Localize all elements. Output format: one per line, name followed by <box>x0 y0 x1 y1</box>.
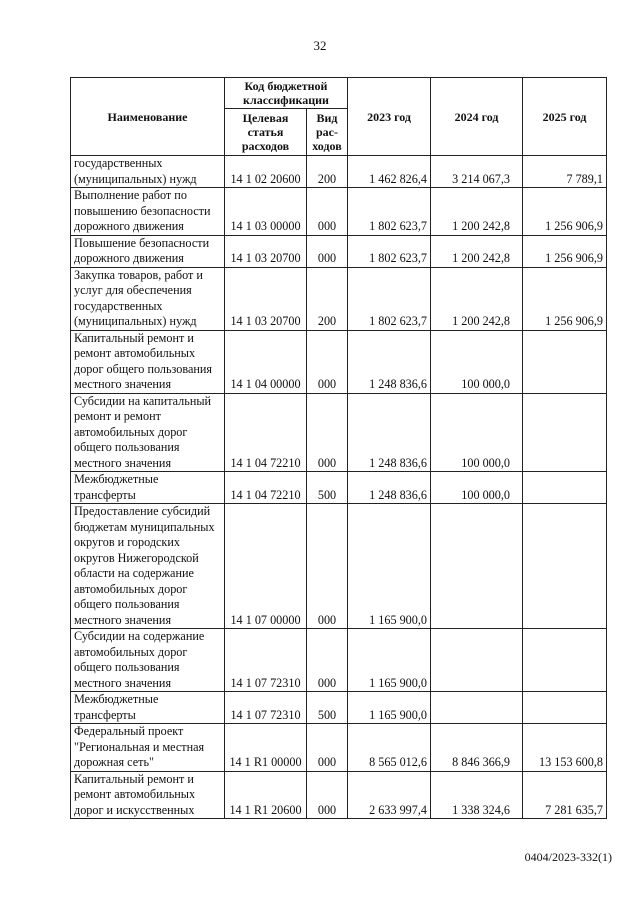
table-row <box>71 692 607 724</box>
table-row <box>71 504 607 629</box>
row-value-2023: 1 802 623,7 <box>348 235 431 267</box>
row-target-code: 14 1 02 20600 <box>225 156 307 188</box>
row-expense-kind: 500 <box>307 472 348 504</box>
row-target-code: 14 1 07 72310 <box>225 692 307 724</box>
row-value-2025 <box>523 472 607 504</box>
row-value-2025: 1 256 906,9 <box>523 235 607 267</box>
page-number: 32 <box>313 38 327 53</box>
row-target-code: 14 1 04 72210 <box>225 472 307 504</box>
row-target-code: 14 1 R1 00000 <box>225 724 307 772</box>
row-value-2023: 1 248 836,6 <box>348 393 431 472</box>
row-value-2023: 1 165 900,0 <box>348 692 431 724</box>
row-value-2024: 1 200 242,8 <box>431 235 523 267</box>
row-target-code: 14 1 R1 20600 <box>225 771 307 819</box>
row-expense-kind: 000 <box>307 235 348 267</box>
row-name: Капитальный ремонт и ремонт автомобильных дорог и искусственных <box>71 771 225 819</box>
table-row <box>71 472 607 504</box>
row-name: Капитальный ремонт и ремонт автомобильных дорог общего пользования местного значения <box>71 330 225 393</box>
row-name: Федеральный проект "Региональная и местная дорожная сеть" <box>71 724 225 772</box>
row-expense-kind: 000 <box>307 393 348 472</box>
table-row <box>71 724 607 772</box>
row-value-2025 <box>523 504 607 629</box>
row-value-2023: 1 462 826,4 <box>348 156 431 188</box>
header-expense-kind: Вид рас-ходов <box>307 109 348 156</box>
row-expense-kind: 000 <box>307 188 348 236</box>
header-code-group: Код бюджетной классификации <box>225 78 348 109</box>
row-expense-kind: 500 <box>307 692 348 724</box>
row-value-2023: 8 565 012,6 <box>348 724 431 772</box>
row-target-code: 14 1 07 72310 <box>225 629 307 692</box>
table-row <box>71 771 607 819</box>
row-name: Закупка товаров, работ и услуг для обеспечения государственных (муниципальных) нужд <box>71 267 225 330</box>
row-name: Выполнение работ по повышению безопасности дорожного движения <box>71 188 225 236</box>
row-value-2025: 7 281 635,7 <box>523 771 607 819</box>
row-value-2023: 1 802 623,7 <box>348 188 431 236</box>
table-row <box>71 235 607 267</box>
row-value-2025: 13 153 600,8 <box>523 724 607 772</box>
row-name: Субсидии на капитальный ремонт и ремонт автомобильных дорог общего пользования местного значения <box>71 393 225 472</box>
row-target-code: 14 1 03 20700 <box>225 267 307 330</box>
row-value-2024: 1 200 242,8 <box>431 267 523 330</box>
row-value-2025 <box>523 629 607 692</box>
row-value-2024: 1 200 242,8 <box>431 188 523 236</box>
row-target-code: 14 1 04 72210 <box>225 393 307 472</box>
table-row <box>71 393 607 472</box>
row-value-2023: 1 165 900,0 <box>348 629 431 692</box>
header-2023: 2023 год <box>348 78 431 156</box>
table-row <box>71 330 607 393</box>
row-value-2024: 100 000,0 <box>431 330 523 393</box>
row-name: Повышение безопасности дорожного движения <box>71 235 225 267</box>
header-target-article: Целевая статья расходов <box>225 109 307 156</box>
table-row <box>71 629 607 692</box>
row-value-2023: 2 633 997,4 <box>348 771 431 819</box>
row-value-2025: 1 256 906,9 <box>523 188 607 236</box>
row-expense-kind: 200 <box>307 267 348 330</box>
row-name: государственных (муниципальных) нужд <box>71 156 225 188</box>
row-value-2025 <box>523 692 607 724</box>
row-expense-kind: 000 <box>307 330 348 393</box>
row-name: Межбюджетные трансферты <box>71 692 225 724</box>
row-value-2025: 7 789,1 <box>523 156 607 188</box>
row-value-2023: 1 802 623,7 <box>348 267 431 330</box>
header-2024: 2024 год <box>431 78 523 156</box>
row-target-code: 14 1 03 00000 <box>225 188 307 236</box>
table-row <box>71 188 607 236</box>
row-value-2023: 1 165 900,0 <box>348 504 431 629</box>
document-id: 0404/2023-332(1) <box>524 850 612 864</box>
row-value-2025 <box>523 330 607 393</box>
row-value-2023: 1 248 836,6 <box>348 330 431 393</box>
row-value-2024 <box>431 629 523 692</box>
row-value-2025: 1 256 906,9 <box>523 267 607 330</box>
table-row <box>71 156 607 188</box>
header-name: Наименование <box>71 78 225 156</box>
budget-table <box>70 77 607 819</box>
row-expense-kind: 000 <box>307 724 348 772</box>
row-target-code: 14 1 07 00000 <box>225 504 307 629</box>
row-value-2024: 100 000,0 <box>431 472 523 504</box>
row-value-2024 <box>431 692 523 724</box>
header-2025: 2025 год <box>523 78 607 156</box>
row-expense-kind: 200 <box>307 156 348 188</box>
row-name: Субсидии на содержание автомобильных дорог общего пользования местного значения <box>71 629 225 692</box>
row-target-code: 14 1 03 20700 <box>225 235 307 267</box>
row-value-2025 <box>523 393 607 472</box>
row-expense-kind: 000 <box>307 629 348 692</box>
row-value-2024: 3 214 067,3 <box>431 156 523 188</box>
row-name: Предоставление субсидий бюджетам муниципальных округов и городских округов Нижегородской области на содержание автомобильных дорог общего пользования местного значения <box>71 504 225 629</box>
row-name: Межбюджетные трансферты <box>71 472 225 504</box>
row-value-2024: 100 000,0 <box>431 393 523 472</box>
row-expense-kind: 000 <box>307 504 348 629</box>
row-target-code: 14 1 04 00000 <box>225 330 307 393</box>
table-row <box>71 267 607 330</box>
row-value-2023: 1 248 836,6 <box>348 472 431 504</box>
row-value-2024: 8 846 366,9 <box>431 724 523 772</box>
row-value-2024 <box>431 504 523 629</box>
row-value-2024: 1 338 324,6 <box>431 771 523 819</box>
row-expense-kind: 000 <box>307 771 348 819</box>
